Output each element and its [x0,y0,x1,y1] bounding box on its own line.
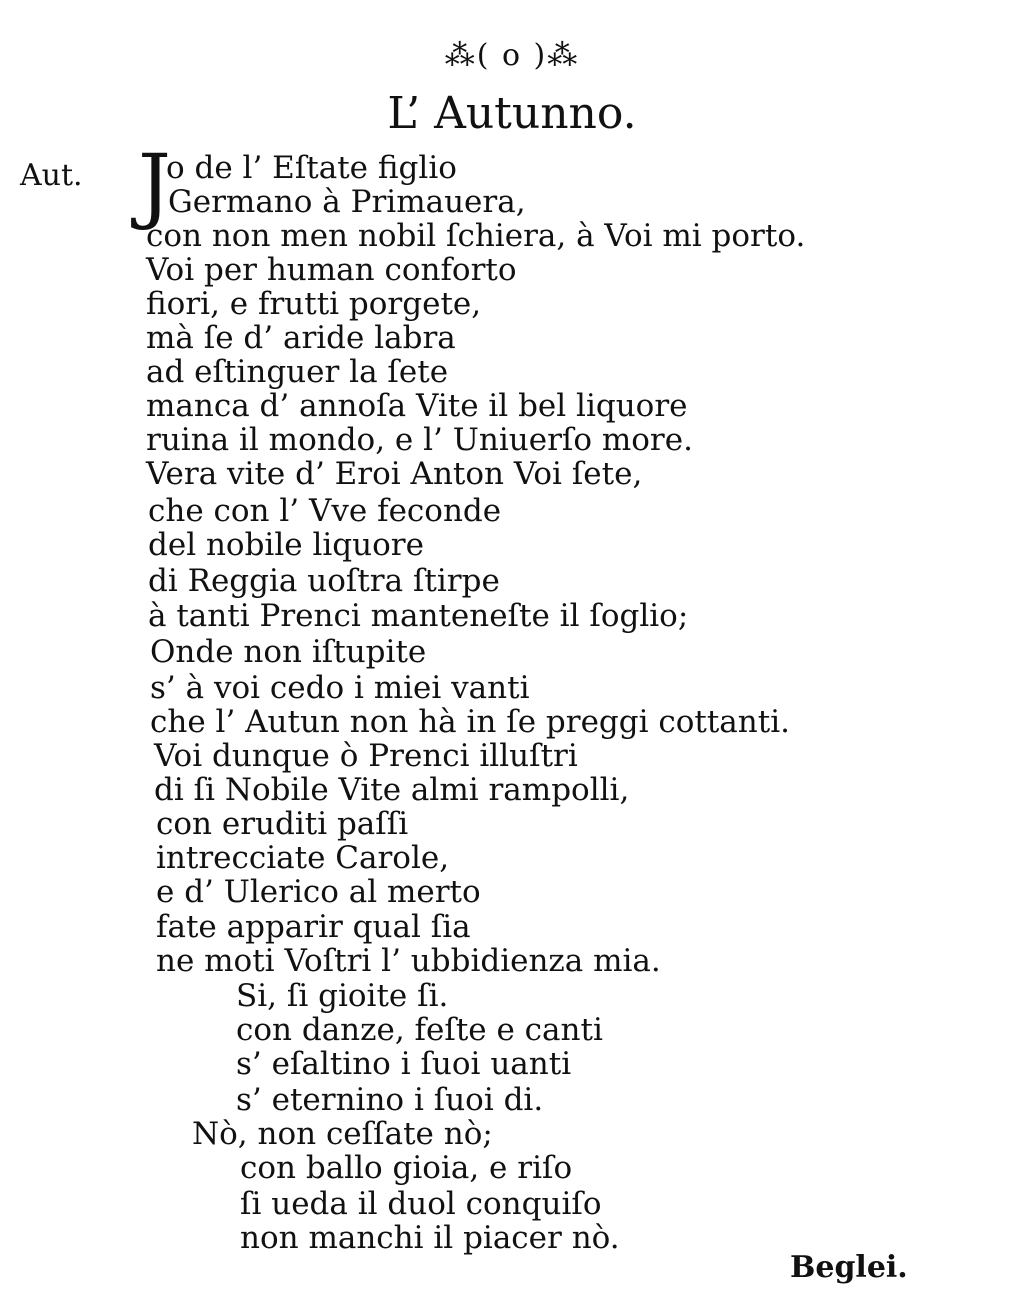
verse-line: Onde non iſtupite [150,634,427,670]
verse-line: di Reggia uoſtra ſtirpe [148,563,500,599]
verse-line: Si, ſi gioite ſi. [236,978,449,1014]
catchword: Beglei. [790,1250,908,1285]
verse-line: manca d’ annoſa Vite il bel liquore [146,388,688,424]
verse-line: che l’ Autun non hà in ſe preggi cottanti. [150,704,790,740]
verse-line: con danze, feſte e canti [236,1012,603,1048]
verse-line: non manchi il piacer nò. [240,1220,620,1256]
verse-line: fate apparir qual ſia [156,909,471,945]
verse-line: ruina il mondo, e l’ Uniuerſo more. [146,422,693,458]
verse-line: ad eſtinguer la ſete [146,354,449,390]
verse-line: con ballo gioia, e riſo [240,1150,573,1186]
verse-line: Nò, non ceſſate nò; [192,1116,493,1152]
verse-line: à tanti Prenci manteneſte il ſoglio; [148,598,689,634]
verse-line: del nobile liquore [148,527,424,563]
drop-cap: J [138,138,171,233]
page-title: L’ Autunno. [387,88,637,139]
verse-line: s’ eternino i ſuoi di. [236,1082,544,1118]
verse-line: di ſi Nobile Vite almi rampolli, [154,772,630,808]
verse-line: s’ à voi cedo i miei vanti [150,670,530,706]
verse-line: fiori, e frutti porgete, [146,286,482,322]
verse-line: Voi per human conforto [146,252,517,288]
verse-line: Voi dunque ò Prenci illuſtri [154,738,578,774]
verse-line: con eruditi paſſi [156,806,409,842]
verse-line: Vera vite d’ Eroi Anton Voi ſete, [146,456,643,492]
verse-line: che con l’ Vve feconde [148,493,502,529]
verse-line: mà ſe d’ aride labra [146,320,456,356]
verse-line: e d’ Ulerico al merto [156,874,481,910]
page-header-ornament: ⁂( o )⁂ [444,38,580,73]
speaker-label: Aut. [20,158,83,193]
verse-line: Germano à Primauera, [168,184,526,220]
verse-line: ſi ueda il duol conquiſo [240,1186,602,1222]
verse-line: con non men nobil ſchiera, à Voi mi porto. [146,218,806,254]
verse-line: o de l’ Eſtate figlio [166,150,457,186]
verse-line: intrecciate Carole, [156,840,450,876]
verse-line: ne moti Voſtri l’ ubbidienza mia. [156,943,661,979]
verse-line: s’ eſaltino i ſuoi uanti [236,1046,572,1082]
